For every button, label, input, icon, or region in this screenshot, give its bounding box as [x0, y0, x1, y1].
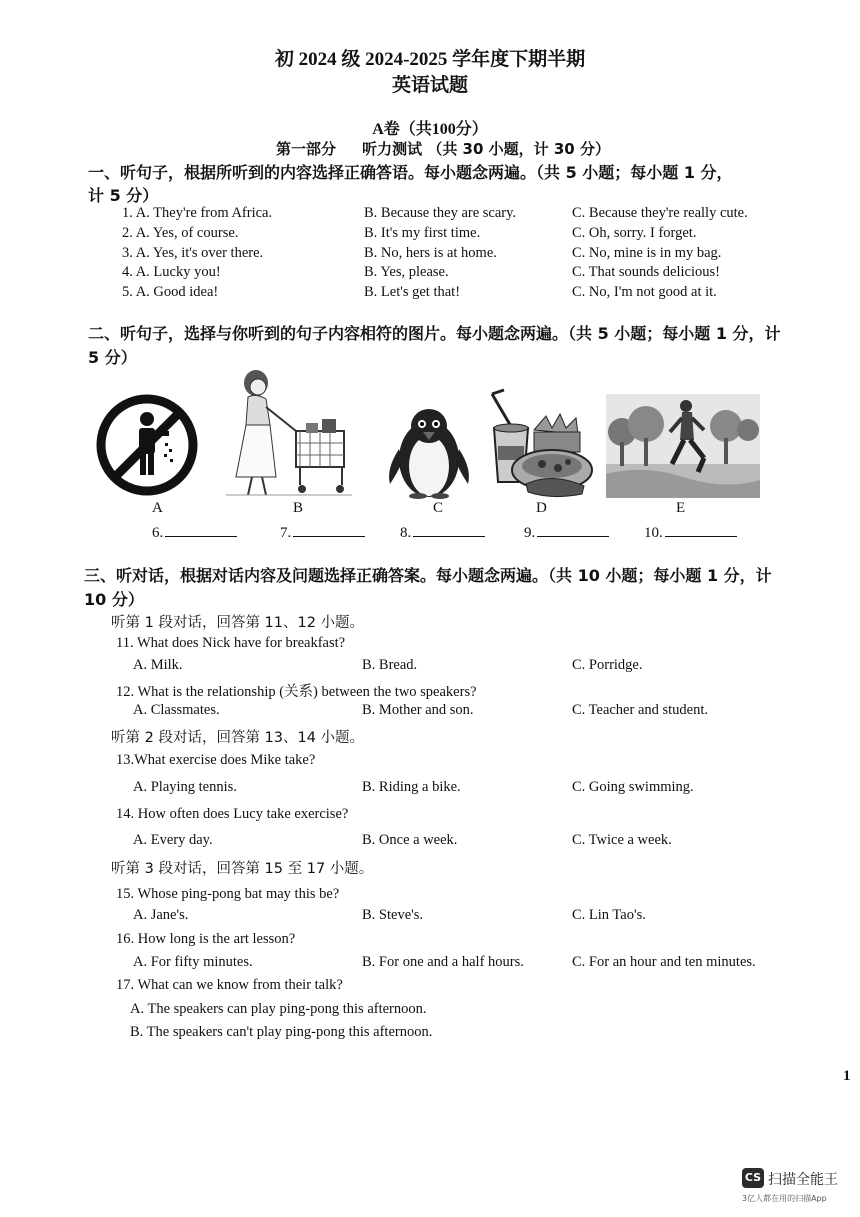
section3-heading: 三、听对话，根据对话内容及问题选择正确答案。每小题念两遍。（共 10 小题；每小题 1 分，计: [84, 566, 772, 585]
scanner-app-name: 扫描全能王: [768, 1172, 838, 1188]
blank-number: 8.: [400, 525, 412, 541]
exam-subtitle: 英语试题: [391, 75, 468, 96]
woman-shopping-cart-icon: [226, 367, 352, 499]
q14-question: 14. How often does Lucy take exercise?: [116, 806, 349, 822]
picture-b-letter: B: [293, 500, 304, 516]
picture-a-letter: A: [152, 500, 163, 516]
q3-option-a: 3. A. Yes, it's over there.: [122, 245, 264, 261]
picture-a-no-littering: [95, 393, 199, 497]
answer-blank-10[interactable]: [644, 522, 737, 542]
q11-question: 11. What does Nick have for breakfast?: [116, 635, 346, 651]
q5-option-c: C. No, I'm not good at it.: [572, 284, 717, 300]
q15-question: 15. Whose ping-pong bat may this be?: [116, 886, 340, 902]
q1-option-c: C. Because they're really cute.: [572, 205, 748, 221]
q4-option-a: 4. A. Lucky you!: [122, 264, 221, 280]
section1-heading: 一、听句子，根据所听到的内容选择正确答语。每小题念两遍。（共 5 小题；每小题 1 分，: [88, 163, 733, 182]
q2-option-a: 2. A. Yes, of course.: [122, 225, 239, 241]
penguin-icon: [384, 404, 474, 500]
q12-option-c: C. Teacher and student.: [572, 702, 709, 718]
blank-number: 6.: [152, 525, 164, 541]
q5-option-a: 5. A. Good idea!: [122, 284, 219, 300]
q15-option-b: B. Steve's.: [362, 907, 424, 923]
q4-option-b: B. Yes, please.: [364, 264, 449, 280]
section2-heading: 二、听句子，选择与你听到的句子内容相符的图片。每小题念两遍。（共 5 小题；每小题 1 分，计: [88, 324, 781, 343]
q12-option-b: B. Mother and son.: [362, 702, 474, 718]
scanner-tagline: 3亿人都在用的扫描App: [742, 1194, 827, 1203]
q11-option-c: C. Porridge.: [572, 657, 643, 673]
q17-option-a: A. The speakers can play ping-pong this afternoon.: [130, 1001, 427, 1017]
q16-question: 16. How long is the art lesson?: [116, 931, 296, 947]
part1-heading: 第一部分 听力测试 （共 30 小题，计 30 分）: [276, 140, 610, 158]
section3-heading-cont: 10 分）: [84, 590, 144, 609]
picture-e-letter: E: [676, 500, 686, 516]
q15-option-c: C. Lin Tao's.: [572, 907, 646, 923]
q11-option-a: A. Milk.: [133, 657, 183, 673]
answer-blank-6[interactable]: [152, 522, 237, 542]
picture-d-fast-food: [486, 388, 598, 500]
dialog1-intro: 听第 1 段对话，回答第 11、12 小题。: [111, 615, 365, 631]
blank-number: 10.: [644, 525, 663, 541]
q2-option-c: C. Oh, sorry. I forget.: [572, 225, 697, 241]
dialog3-intro: 听第 3 段对话，回答第 15 至 17 小题。: [111, 861, 374, 877]
q14-option-b: B. Once a week.: [362, 832, 458, 848]
q1-option-a: 1. A. They're from Africa.: [122, 205, 273, 221]
picture-c-letter: C: [433, 500, 444, 516]
q11-option-b: B. Bread.: [362, 657, 418, 673]
blank-number: 9.: [524, 525, 536, 541]
picture-b-shopping: [226, 367, 352, 499]
man-running-park-icon: [606, 394, 760, 498]
q17-option-b: B. The speakers can't play ping-pong this afternoon.: [130, 1024, 433, 1040]
answer-blank-8[interactable]: [400, 522, 485, 542]
q15-option-a: A. Jane's.: [133, 907, 189, 923]
q1-option-b: B. Because they are scary.: [364, 205, 517, 221]
answer-blank-9[interactable]: [524, 522, 609, 542]
q12-question: 12. What is the relationship (关系) between the two speakers?: [116, 684, 477, 700]
page-number: 1: [843, 1068, 851, 1084]
q13-option-a: A. Playing tennis.: [133, 779, 237, 795]
no-littering-icon: [95, 393, 199, 497]
q5-option-b: B. Let's get that!: [364, 284, 461, 300]
q14-option-c: C. Twice a week.: [572, 832, 672, 848]
q17-question: 17. What can we know from their talk?: [116, 977, 343, 993]
q13-option-c: C. Going swimming.: [572, 779, 694, 795]
q14-option-a: A. Every day.: [133, 832, 213, 848]
scanner-logo-badge: CS: [742, 1168, 764, 1188]
answer-blank-7[interactable]: [280, 522, 365, 542]
picture-d-letter: D: [536, 500, 547, 516]
paper-a-label: A卷（共100分）: [372, 121, 488, 138]
dialog2-intro: 听第 2 段对话，回答第 13、14 小题。: [111, 730, 365, 746]
picture-e-running: [606, 394, 760, 498]
section1-heading-cont: 计 5 分）: [88, 186, 159, 205]
q2-option-b: B. It's my first time.: [364, 225, 481, 241]
q13-question: 13.What exercise does Mike take?: [116, 752, 316, 768]
blank-number: 7.: [280, 525, 292, 541]
q12-option-a: A. Classmates.: [133, 702, 220, 718]
q3-option-c: C. No, mine is in my bag.: [572, 245, 722, 261]
q4-option-c: C. That sounds delicious!: [572, 264, 720, 280]
q16-option-a: A. For fifty minutes.: [133, 954, 253, 970]
q3-option-b: B. No, hers is at home.: [364, 245, 497, 261]
fast-food-icon: [486, 388, 598, 500]
section2-heading-cont: 5 分）: [88, 348, 137, 367]
q16-option-b: B. For one and a half hours.: [362, 954, 524, 970]
exam-title: 初 2024 级 2024-2025 学年度下期半期: [274, 49, 586, 70]
picture-c-penguin: [384, 404, 474, 500]
q16-option-c: C. For an hour and ten minutes.: [572, 954, 756, 970]
q13-option-b: B. Riding a bike.: [362, 779, 461, 795]
